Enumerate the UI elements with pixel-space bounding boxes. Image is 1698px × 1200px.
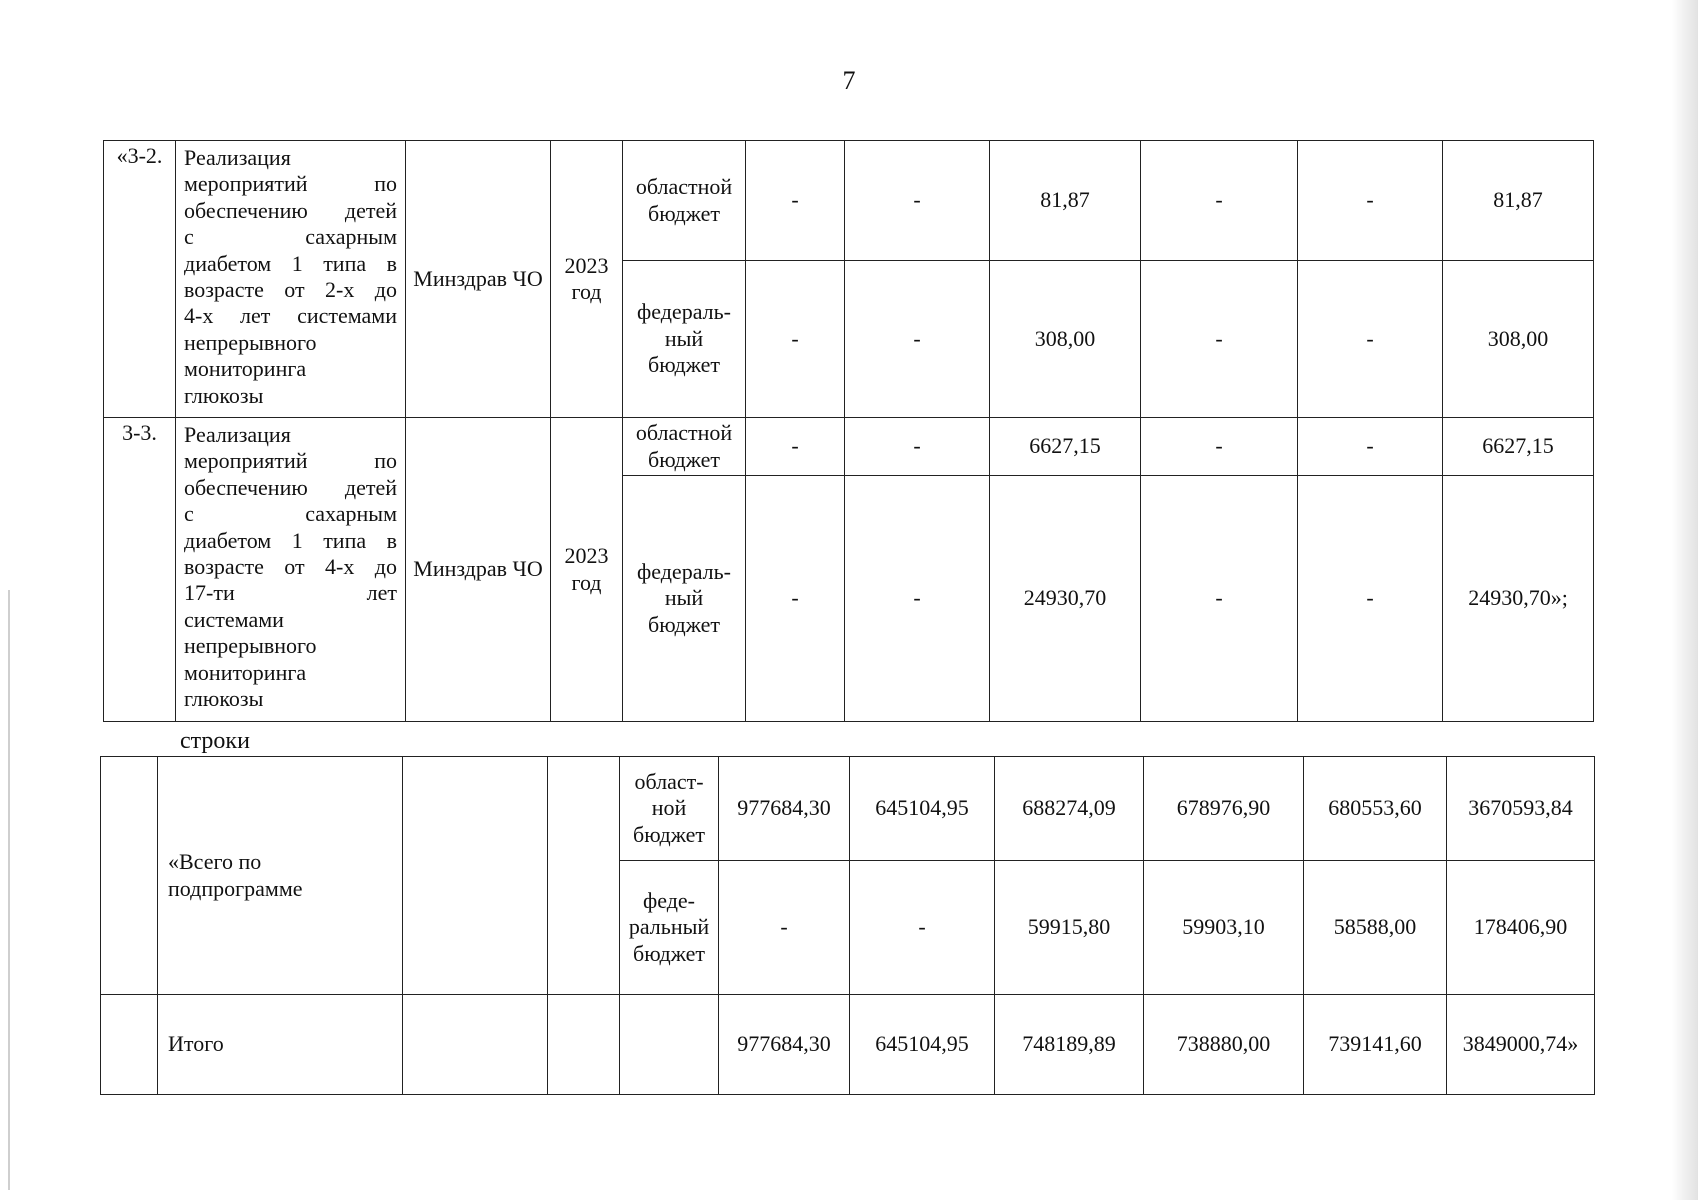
value-cell: -: [845, 141, 990, 261]
executor-cell: Минздрав ЧО: [406, 141, 551, 418]
empty-cell: [548, 757, 620, 995]
funding-source: област- ной бюджет: [620, 757, 719, 861]
period-cell: 2023 год: [551, 418, 623, 722]
value-cell: -: [845, 476, 990, 722]
summary-table: [100, 756, 1595, 1095]
total-label: Итого: [158, 995, 403, 1095]
value-cell: 645104,95: [850, 995, 995, 1095]
value-cell: -: [1141, 476, 1298, 722]
value-cell: -: [1298, 418, 1443, 476]
total-cell: 3849000,74»: [1447, 995, 1595, 1095]
value-cell: 59915,80: [995, 861, 1144, 995]
funding-source: федераль- ный бюджет: [623, 476, 746, 722]
value-cell: 738880,00: [1144, 995, 1304, 1095]
scan-left-mark: [8, 590, 10, 1190]
table-row: [101, 757, 1595, 861]
value-cell: -: [1298, 476, 1443, 722]
funding-source: феде- ральный бюджет: [620, 861, 719, 995]
empty-cell: [101, 995, 158, 1095]
value-cell: 977684,30: [719, 757, 850, 861]
value-cell: 977684,30: [719, 995, 850, 1095]
value-cell: 308,00: [990, 261, 1141, 418]
total-cell: 24930,70»;: [1443, 476, 1594, 722]
value-cell: -: [1141, 141, 1298, 261]
empty-cell: [403, 757, 548, 995]
row-code: «3-2.: [104, 141, 176, 418]
value-cell: -: [746, 261, 845, 418]
value-cell: 6627,15: [990, 418, 1141, 476]
empty-cell: [620, 995, 719, 1095]
period-cell: 2023 год: [551, 141, 623, 418]
empty-cell: [548, 995, 620, 1095]
funding-source: областной бюджет: [623, 141, 746, 261]
value-cell: -: [719, 861, 850, 995]
value-cell: -: [1141, 418, 1298, 476]
value-cell: -: [746, 418, 845, 476]
value-cell: 688274,09: [995, 757, 1144, 861]
value-cell: -: [850, 861, 995, 995]
value-cell: 680553,60: [1304, 757, 1447, 861]
measure-description: Реализация мероприятий по обеспечению детей с сахарным диабетом 1 типа в возрасте от 2-х до 4-х лет системами непрерывного мониторинга глюкозы: [176, 141, 406, 418]
value-cell: -: [1298, 141, 1443, 261]
page-number: 7: [842, 66, 856, 95]
program-table: [103, 140, 1594, 722]
value-cell: -: [746, 141, 845, 261]
value-cell: 81,87: [990, 141, 1141, 261]
value-cell: 748189,89: [995, 995, 1144, 1095]
total-cell: 178406,90: [1447, 861, 1595, 995]
scan-edge: [1672, 0, 1698, 1200]
empty-cell: [403, 995, 548, 1095]
total-cell: 3670593,84: [1447, 757, 1595, 861]
value-cell: -: [845, 418, 990, 476]
total-cell: 81,87: [1443, 141, 1594, 261]
value-cell: 59903,10: [1144, 861, 1304, 995]
table-row: [104, 141, 1594, 261]
executor-cell: Минздрав ЧО: [406, 418, 551, 722]
value-cell: 58588,00: [1304, 861, 1447, 995]
group-label: «Всего по подпрограмме: [158, 757, 403, 995]
value-cell: -: [746, 476, 845, 722]
total-row: [101, 995, 1595, 1095]
row-code: 3-3.: [104, 418, 176, 722]
value-cell: -: [1141, 261, 1298, 418]
funding-source: федераль- ный бюджет: [623, 261, 746, 418]
funding-source: областной бюджет: [623, 418, 746, 476]
value-cell: 645104,95: [850, 757, 995, 861]
total-cell: 308,00: [1443, 261, 1594, 418]
value-cell: 678976,90: [1144, 757, 1304, 861]
measure-description: Реализация мероприятий по обеспечению детей с сахарным диабетом 1 типа в возрасте от 4-х до 17-ти лет системами непрерывного мониторинга глюкозы: [176, 418, 406, 722]
value-cell: 739141,60: [1304, 995, 1447, 1095]
total-cell: 6627,15: [1443, 418, 1594, 476]
table-row: [104, 418, 1594, 476]
section-label: строки: [180, 728, 250, 754]
empty-cell: [101, 757, 158, 995]
value-cell: -: [1298, 261, 1443, 418]
value-cell: 24930,70: [990, 476, 1141, 722]
value-cell: -: [845, 261, 990, 418]
